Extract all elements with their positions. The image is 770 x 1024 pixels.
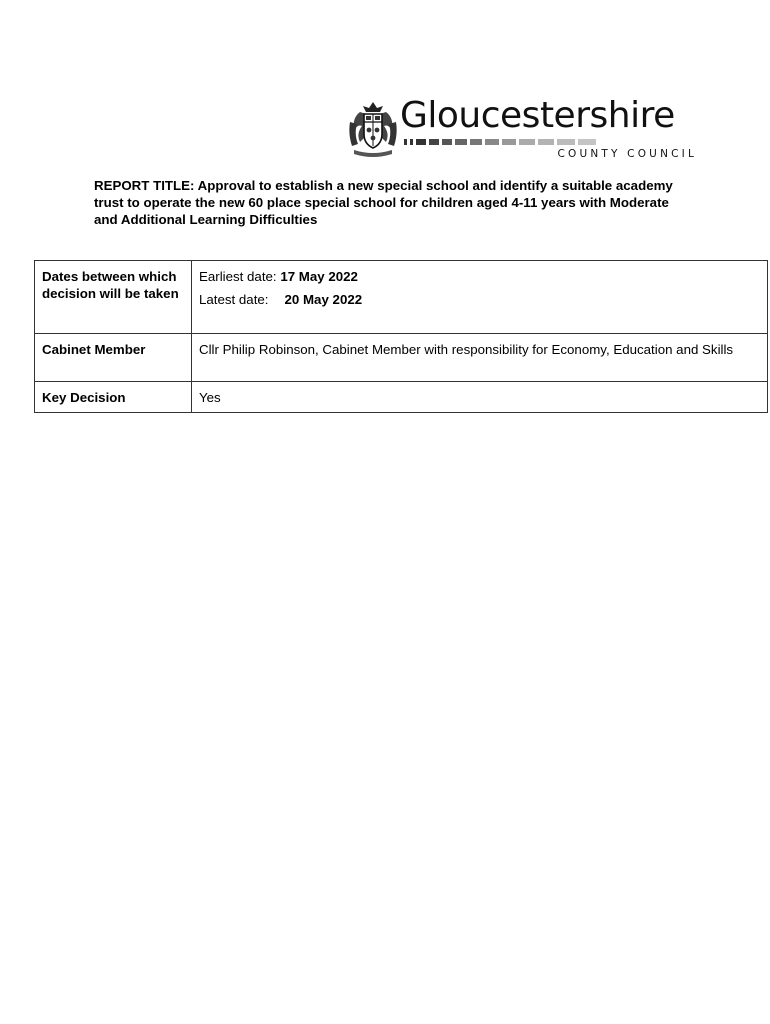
earliest-date-value: 17 May 2022 (280, 269, 358, 284)
logo-dash-bar (404, 139, 696, 145)
dates-label: Dates between which decision will be taken (35, 261, 192, 334)
coat-of-arms-icon (348, 100, 398, 158)
table-row-cabinet (35, 334, 768, 382)
latest-date-label: Latest date: (199, 292, 269, 307)
cabinet-member-value: Cllr Philip Robinson, Cabinet Member with responsibility for Economy, Education and Skills (192, 334, 768, 382)
latest-date-value: 20 May 2022 (284, 292, 363, 307)
council-logo (348, 95, 700, 162)
dates-cell (192, 261, 768, 334)
earliest-date-line (199, 268, 760, 285)
earliest-date-label: Earliest date: (199, 269, 277, 284)
key-decision-label: Key Decision (35, 382, 192, 413)
report-title (94, 177, 694, 228)
decision-table (34, 260, 768, 413)
table-row-key-decision (35, 382, 768, 413)
latest-date-line (199, 291, 760, 308)
logo-subtitle: COUNTY COUNCIL (557, 148, 697, 160)
table-row-dates (35, 261, 768, 334)
key-decision-value: Yes (192, 382, 768, 413)
report-title-text: Approval to establish a new special school and identify a suitable academy trust to operate the new 60 place special school for children aged 4-11 years with Moderate and Additional Learning Difficulties (94, 178, 673, 227)
report-title-prefix: REPORT TITLE: (94, 178, 195, 193)
logo-wordmark: Gloucestershire (400, 95, 675, 136)
cabinet-member-label: Cabinet Member (35, 334, 192, 382)
